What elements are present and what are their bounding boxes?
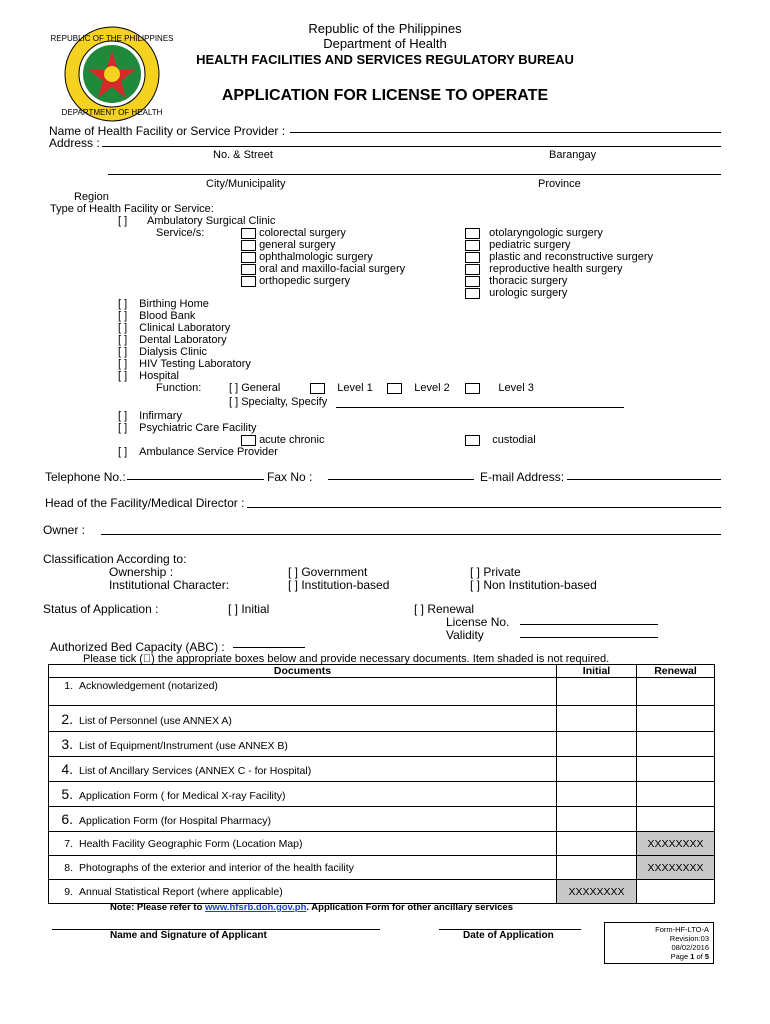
institution-based-checkbox[interactable]: [ ] Institution-based (288, 578, 390, 592)
documents-header: Documents (49, 665, 557, 678)
svg-text:DEPARTMENT OF HEALTH: DEPARTMENT OF HEALTH (61, 108, 163, 117)
row-text: List of Ancillary Services (ANNEX C - for Hospital) (79, 765, 312, 777)
checkbox-icon[interactable] (465, 288, 480, 299)
tick-note: Please tick ( ) the appropriate boxes below and provide necessary documents. Item shaded is not required. (83, 653, 610, 665)
province-label: Province (538, 178, 581, 190)
service-label: general surgery (259, 239, 336, 251)
checkbox-icon[interactable] (465, 383, 480, 394)
facility-label: Dental Laboratory (139, 334, 227, 346)
service-label: thoracic surgery (489, 275, 568, 287)
page-indicator (609, 952, 709, 961)
date-label: Date of Application (463, 930, 554, 941)
service-right-1[interactable] (465, 239, 571, 251)
facility-item-hospital[interactable] (118, 370, 179, 382)
service-left-3[interactable] (241, 263, 405, 275)
service-label: reproductive health surgery (489, 263, 623, 275)
facility-checkbox[interactable]: [ ] (118, 334, 128, 346)
table-row (49, 807, 715, 832)
owner-field[interactable] (101, 534, 721, 535)
institutional-label: Institutional Character: (109, 578, 230, 592)
signature-label: Name and Signature of Applicant (110, 930, 267, 941)
facility-item-hiv-lab[interactable] (118, 358, 251, 370)
non-institution-checkbox[interactable]: [ ] Non Institution-based (470, 578, 597, 592)
service-right-2[interactable] (465, 251, 653, 263)
header-line2: Department of Health (323, 36, 447, 51)
function-label: Function: (156, 382, 202, 394)
facility-label: Blood Bank (139, 310, 196, 322)
checkbox-icon[interactable] (241, 252, 256, 263)
hfsrb-link[interactable]: www.hfsrb.doh.gov.ph (205, 902, 307, 913)
service-left-2[interactable] (241, 251, 373, 263)
fax-field[interactable] (328, 479, 474, 480)
row-text: Acknowledgement (notarized) (79, 680, 218, 692)
table-row (49, 678, 715, 706)
validity-label: Validity (446, 628, 484, 642)
region-label: Region (74, 191, 109, 203)
owner-label: Owner : (43, 523, 86, 537)
facility-name-label: Name of Health Facility or Service Provider : (49, 124, 286, 138)
table-header-row (49, 665, 715, 678)
checkbox-icon[interactable] (465, 252, 480, 263)
service-label: otolaryngologic surgery (489, 227, 603, 239)
license-label: License No. (446, 615, 510, 629)
level2-option[interactable] (387, 382, 450, 394)
initial-cell[interactable] (557, 856, 637, 880)
no-street-label: No. & Street (213, 149, 273, 161)
status-label: Status of Application : (43, 602, 159, 616)
facility-label: Clinical Laboratory (139, 322, 231, 334)
row-text: Photographs of the exterior and interior of the health facility (79, 861, 354, 874)
service-label: ophthalmologic surgery (259, 251, 373, 263)
service-right-4[interactable] (465, 275, 567, 287)
facility-checkbox[interactable]: [ ] (118, 346, 128, 358)
facility-label: Hospital (139, 370, 179, 382)
checkbox-icon[interactable] (241, 228, 256, 239)
row-text: Annual Statistical Report (where applicable) (79, 885, 283, 898)
row-number: 1. (64, 680, 73, 692)
table-row (49, 880, 715, 904)
row-text: List of Personnel (use ANNEX A) (79, 714, 232, 727)
renewal-cell[interactable] (637, 706, 715, 732)
documents-table (48, 664, 715, 904)
validity-field[interactable] (520, 637, 658, 638)
renewal-cell[interactable] (637, 732, 715, 757)
specialty-field[interactable] (336, 407, 624, 408)
header-line1: Republic of the Philippines (308, 21, 462, 36)
fax-label: Fax No : (267, 470, 313, 484)
telephone-field[interactable] (127, 479, 264, 480)
service-right-5[interactable] (465, 287, 567, 299)
table-row (49, 856, 715, 880)
initial-cell-shaded: XXXXXXXX (557, 880, 637, 904)
specialty-checkbox[interactable]: [ ] Specialty, Specify (229, 396, 328, 408)
government-checkbox[interactable]: [ ] Government (288, 565, 368, 579)
facility-name-field[interactable] (290, 132, 721, 133)
ancillary-note (110, 902, 513, 913)
facility-label: Dialysis Clinic (139, 346, 208, 358)
address-label: Address : (49, 136, 100, 150)
row-number: 2. (61, 710, 73, 727)
facility-item-birthing[interactable] (118, 298, 209, 310)
checkbox-icon[interactable] (241, 276, 256, 287)
facility-label: HIV Testing Laboratory (139, 358, 251, 370)
private-checkbox[interactable]: [ ] Private (470, 565, 521, 579)
custodial-label: custodial (492, 434, 536, 446)
form-revision: Revision:03 (669, 934, 709, 943)
page-prefix: Page (670, 952, 691, 961)
renewal-cell[interactable] (637, 678, 715, 706)
facility-item-psychiatric[interactable] (118, 422, 257, 434)
facility-label: Infirmary (139, 410, 182, 422)
service-left-0[interactable] (241, 227, 346, 239)
facility-item-clinical-lab[interactable] (118, 322, 230, 334)
checkbox-icon[interactable] (465, 240, 480, 251)
facility-item-blood-bank[interactable] (118, 310, 195, 322)
note-suffix: . Application Form for other ancillary services (306, 902, 513, 913)
service-right-0[interactable] (465, 227, 603, 239)
form-code: Form-HF-LTO-A (655, 925, 709, 934)
custodial-option[interactable] (465, 434, 536, 446)
facility-item-ambulance[interactable] (118, 446, 278, 458)
checkbox-icon[interactable] (465, 264, 480, 275)
checkbox-icon[interactable] (465, 435, 480, 446)
level-label: Level 1 (337, 382, 373, 394)
head-label: Head of the Facility/Medical Director : (45, 496, 245, 510)
initial-cell[interactable] (557, 807, 637, 832)
checkbox-icon[interactable] (310, 383, 325, 394)
page-number: 1 (690, 952, 695, 961)
city-field[interactable] (108, 174, 721, 175)
service-left-4[interactable] (241, 275, 350, 287)
renewal-header: Renewal (637, 665, 715, 678)
level-label: Level 3 (498, 382, 534, 394)
service-label: plastic and reconstructive surgery (489, 251, 654, 263)
facility-checkbox[interactable]: [ ] (118, 422, 128, 434)
renewal-cell[interactable] (637, 757, 715, 782)
acute-option[interactable] (241, 434, 325, 446)
abc-field[interactable] (233, 647, 305, 648)
renewal-cell[interactable] (637, 782, 715, 807)
renewal-cell[interactable] (637, 880, 715, 904)
form-revision-box (604, 922, 714, 964)
ownership-label: Ownership : (109, 565, 174, 579)
table-row (49, 782, 715, 807)
telephone-label: Telephone No.: (45, 470, 126, 484)
checkbox-icon[interactable] (241, 435, 256, 446)
row-text: Application Form ( for Medical X-ray Facility) (79, 790, 286, 802)
service-label: urologic surgery (489, 287, 568, 299)
barangay-label: Barangay (549, 149, 597, 161)
service-right-3[interactable] (465, 263, 622, 275)
initial-cell[interactable] (557, 832, 637, 856)
services-label: Service/s: (156, 227, 205, 239)
level3-option[interactable] (465, 382, 534, 394)
table-row (49, 757, 715, 782)
row-number: 4. (61, 761, 73, 777)
row-text: Application Form (for Hospital Pharmacy) (79, 815, 271, 827)
checkbox-icon[interactable] (241, 264, 256, 275)
initial-header: Initial (557, 665, 637, 678)
service-label: colorectal surgery (259, 227, 346, 239)
service-label: pediatric surgery (489, 239, 571, 251)
row-number: 5. (61, 786, 73, 802)
facility-checkbox[interactable]: [ ] (118, 370, 128, 382)
row-number: 8. (64, 861, 73, 874)
row-number: 3. (61, 736, 73, 752)
initial-checkbox[interactable]: [ ] Initial (228, 602, 270, 616)
service-label: orthopedic surgery (259, 275, 351, 287)
email-field[interactable] (567, 479, 721, 480)
facility-checkbox[interactable]: [ ] (118, 410, 128, 422)
checkbox-icon[interactable] (387, 383, 402, 394)
type-label: Type of Health Facility or Service: (50, 203, 214, 215)
renewal-checkbox[interactable]: [ ] Renewal (414, 602, 475, 616)
row-number: 6. (61, 811, 73, 827)
city-label: City/Municipality (206, 178, 286, 190)
renewal-cell[interactable] (637, 807, 715, 832)
level1-option[interactable] (310, 382, 373, 394)
facility-item-dialysis[interactable] (118, 346, 207, 358)
address-field[interactable] (102, 146, 721, 147)
facility-checkbox[interactable]: [ ] (118, 298, 128, 310)
initial-cell[interactable] (557, 782, 637, 807)
ambulatory-label: Ambulatory Surgical Clinic (147, 215, 276, 227)
ambulatory-checkbox[interactable]: [ ] (118, 215, 128, 227)
acute-label: acute chronic (259, 434, 325, 446)
row-text: Health Facility Geographic Form (Location Map) (79, 837, 303, 850)
row-number: 7. (64, 837, 73, 850)
initial-cell[interactable] (557, 706, 637, 732)
header-bureau: HEALTH FACILITIES AND SERVICES REGULATORY BUREAU (196, 52, 574, 67)
renewal-cell-shaded: XXXXXXXX (637, 832, 715, 856)
level-label: Level 2 (414, 382, 450, 394)
renewal-cell-shaded: XXXXXXXX (637, 856, 715, 880)
page-of: of (694, 952, 705, 961)
checkbox-icon[interactable] (241, 240, 256, 251)
page-title: APPLICATION FOR LICENSE TO OPERATE (221, 87, 549, 104)
page-total: 5 (704, 952, 709, 961)
initial-cell[interactable] (557, 732, 637, 757)
facility-checkbox[interactable]: [ ] (118, 446, 128, 458)
service-left-1[interactable] (241, 239, 336, 251)
form-date: 08/02/2016 (671, 943, 709, 952)
initial-cell[interactable] (557, 678, 637, 706)
checkbox-icon[interactable] (465, 228, 480, 239)
classification-label: Classification According to: (43, 552, 187, 566)
table-row (49, 732, 715, 757)
facility-checkbox[interactable]: [ ] (118, 358, 128, 370)
license-field[interactable] (520, 624, 658, 625)
initial-cell[interactable] (557, 757, 637, 782)
head-field[interactable] (247, 507, 721, 508)
table-row (49, 832, 715, 856)
facility-item-infirmary[interactable] (118, 410, 182, 422)
facility-checkbox[interactable]: [ ] (118, 310, 128, 322)
checkbox-icon[interactable] (465, 276, 480, 287)
row-text: List of Equipment/Instrument (use ANNEX B) (79, 740, 288, 752)
service-label: oral and maxillo-facial surgery (259, 263, 406, 275)
facility-label: Psychiatric Care Facility (139, 422, 257, 434)
table-row (49, 706, 715, 732)
facility-label: Ambulance Service Provider (139, 446, 278, 458)
facility-label: Birthing Home (139, 298, 209, 310)
note-prefix: Note: Please refer to (110, 902, 206, 913)
general-checkbox[interactable]: [ ] General (229, 382, 281, 394)
facility-checkbox[interactable]: [ ] (118, 322, 128, 334)
row-number: 9. (64, 885, 73, 898)
svg-text:REPUBLIC OF THE PHILIPPINES: REPUBLIC OF THE PHILIPPINES (50, 34, 174, 43)
email-label: E-mail Address: (480, 470, 565, 484)
abc-label: Authorized Bed Capacity (ABC) : (50, 640, 225, 654)
facility-item-dental-lab[interactable] (118, 334, 227, 346)
